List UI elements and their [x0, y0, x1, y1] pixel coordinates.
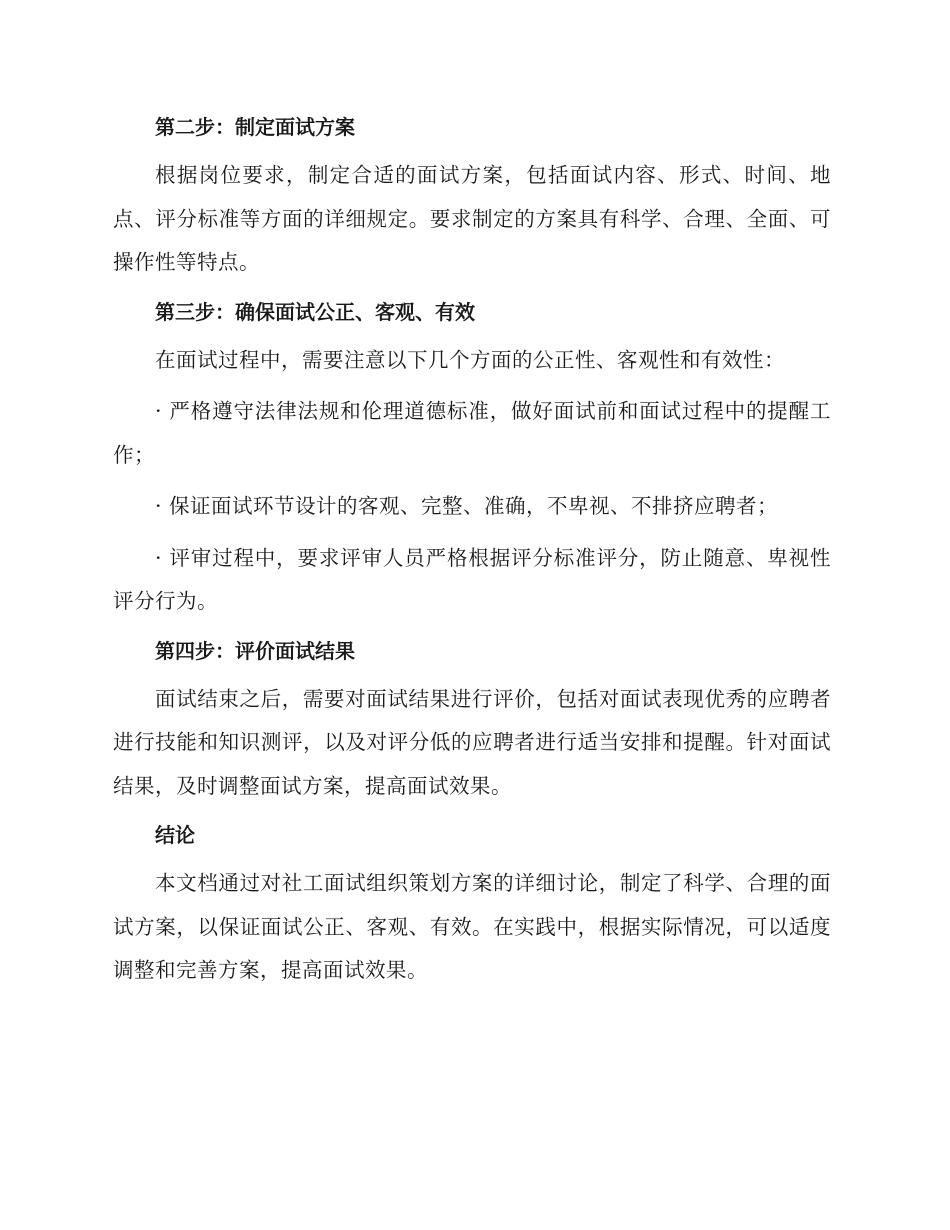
- paragraph-conclusion: 本文档通过对社工面试组织策划方案的详细讨论，制定了科学、合理的面试方案，以保证面试公正、客观、有效。在实践中，根据实际情况，可以适度调整和完善方案，提高面试效果。: [113, 871, 831, 982]
- section-heading-step4: 第四步：评价面试结果: [155, 638, 355, 663]
- section-heading-step2: 第二步：制定面试方案: [155, 115, 355, 139]
- bullet-item-3: · 评审过程中，要求评审人员严格根据评分标准评分，防止随意、卑视性评分行为。: [113, 545, 831, 613]
- paragraph-step3-intro: 在面试过程中，需要注意以下几个方面的公正性、客观性和有效性：: [155, 347, 785, 372]
- document-body: [113, 108, 831, 993]
- bullet-item-2: · 保证面试环节设计的客观、完整、准确，不卑视、不排挤应聘者；: [155, 494, 779, 518]
- paragraph-step2: 根据岗位要求，制定合适的面试方案，包括面试内容、形式、时间、地点、评分标准等方面的详细规定。要求制定的方案具有科学、合理、全面、可操作性等特点。: [113, 163, 831, 274]
- section-heading-conclusion: 结论: [155, 823, 195, 847]
- bullet-item-1: · 严格遵守法律法规和伦理道德标准，做好面试前和面试过程中的提醒工作；: [113, 399, 831, 467]
- paragraph-step4: 面试结束之后，需要对面试结果进行评价，包括对面试表现优秀的应聘者进行技能和知识测评，以及对评分低的应聘者进行适当安排和提醒。针对面试结果，及时调整面试方案，提高面试效果。: [113, 686, 831, 798]
- section-heading-step3: 第三步：确保面试公正、客观、有效: [155, 299, 475, 324]
